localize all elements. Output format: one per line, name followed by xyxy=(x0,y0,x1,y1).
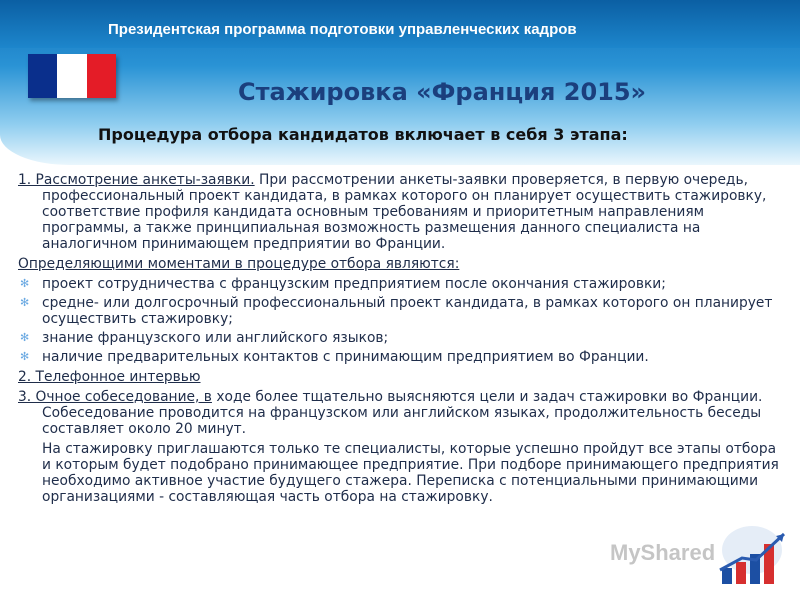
flag-stripe-white xyxy=(57,54,86,98)
bullet-icon: ✻ xyxy=(20,331,30,344)
criteria-heading: Определяющими моментами в процедуре отбора являются: xyxy=(18,256,460,272)
list-item: ✻ средне- или долгосрочный профессиональный проект кандидата, в рамках которого он планирует осуществить стажировку; xyxy=(20,295,773,327)
stage-3-label: 3. Очное собеседование, в xyxy=(18,389,212,405)
bullet-icon: ✻ xyxy=(20,296,30,309)
bullet-icon: ✻ xyxy=(20,277,30,290)
list-item: ✻ наличие предварительных контактов с принимающим предприятием во Франции. xyxy=(20,349,649,365)
list-item: ✻ проект сотрудничества с французским предприятием после окончания стажировки; xyxy=(20,276,666,292)
program-title: Президентская программа подготовки управленческих кадров xyxy=(108,21,577,38)
final-paragraph: На стажировку приглашаются только те специалисты, которые успешно пройдут все этапы отбора и которым будет подобрано принимающее предприятие. При подборе принимающего предприятия необходимо активное участие будущего стажера. Переписка с потенциальными принимающими организациями - составляющая часть отбора на стажировку. xyxy=(42,441,779,505)
flag-stripe-red xyxy=(87,54,116,98)
france-flag-icon xyxy=(28,54,116,98)
list-item: ✻ знание французского или английского языков; xyxy=(20,330,389,346)
main-content xyxy=(18,172,788,509)
stage-3-paragraph xyxy=(18,389,788,437)
watermark: MyShared xyxy=(610,540,716,565)
bullet-icon: ✻ xyxy=(20,350,30,363)
stage-3-text: ходе более тщательно выясняются цели и задач стажировки во Франции. Собеседование проводится на французском или английском языках, продолжительность беседы составляет около 20 минут. xyxy=(42,389,763,437)
stage-1-label: 1. Рассмотрение анкеты-заявки. xyxy=(18,172,255,188)
stage-2-label: 2. Телефонное интервью xyxy=(18,369,201,385)
slide-subtitle: Процедура отбора кандидатов включает в себя 3 этапа: xyxy=(98,125,628,144)
slide-title: Стажировка «Франция 2015» xyxy=(238,78,647,106)
stage-1-text: При рассмотрении анкеты-заявки проверяется, в первую очередь, профессиональный проект кандидата, в рамках которого он планирует осуществить стажировку, соответствие профиля кандидата основным требованиям и приоритетным направлениям программы, а также принципиальная возможность размещения данного специалиста на аналогичном принимающем предприятии во Франции. xyxy=(42,172,767,252)
criteria-list xyxy=(18,276,788,365)
stage-1-paragraph xyxy=(18,172,788,252)
flag-stripe-blue xyxy=(28,54,57,98)
stage-2-paragraph xyxy=(18,369,788,385)
